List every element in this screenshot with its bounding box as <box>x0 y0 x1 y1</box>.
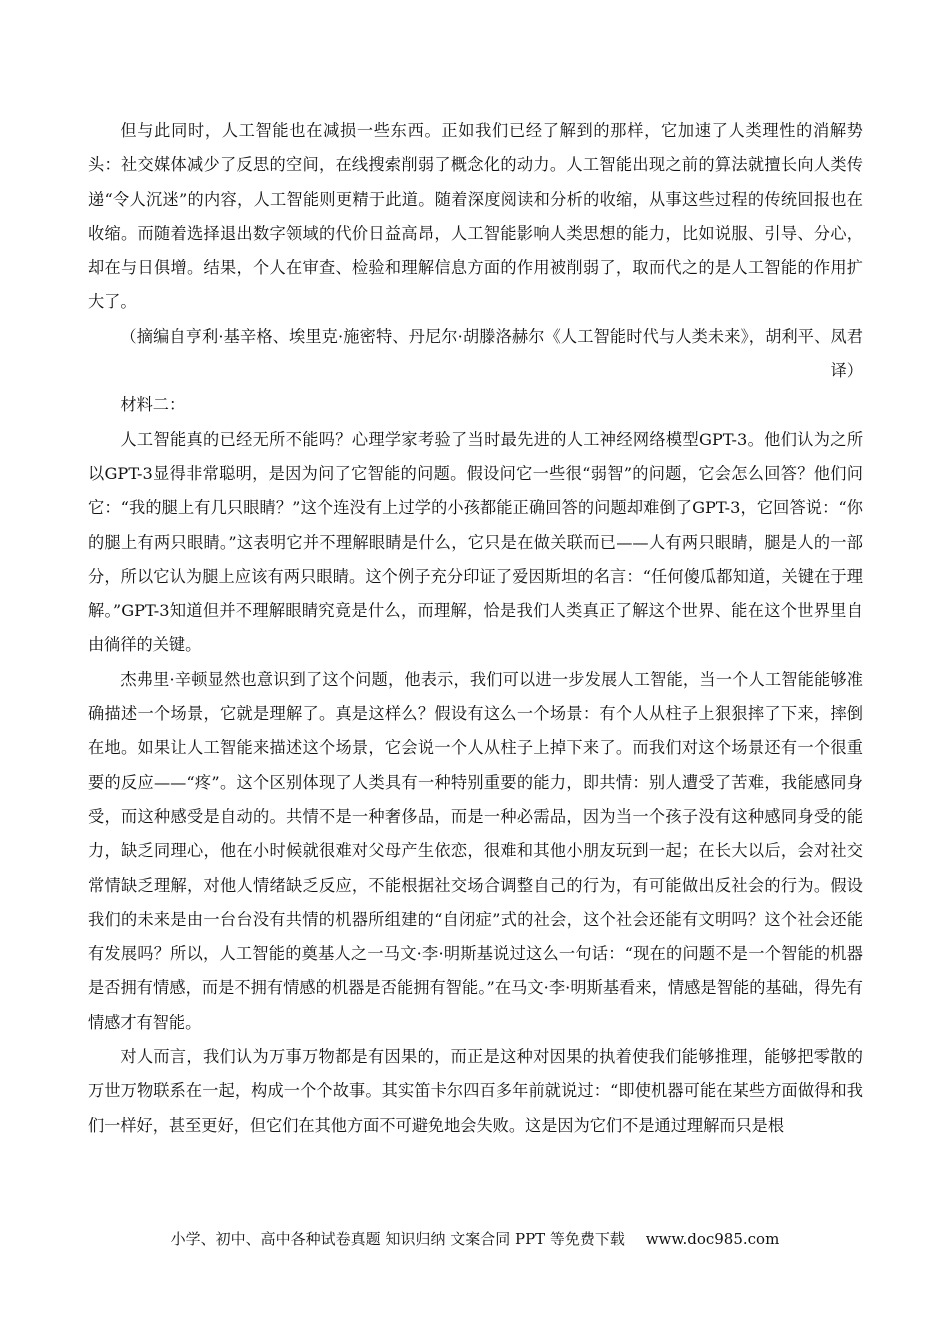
paragraph-gpt3: 人工智能真的已经无所不能吗？心理学家考验了当时最先进的人工神经网络模型GPT-3。他们认为之所以GPT-3显得非常聪明，是因为问了它智能的问题。假设问它一些很“弱智”的问题，它会怎么回答？他们问它：“我的腿上有几只眼睛？”这个连没有上过学的小孩都能正确回答的问题却难倒了GPT-3，它回答说：“你的腿上有两只眼睛。”这表明它并不理解眼睛是什么，它只是在做关联而已——人有两只眼睛，腿是人的一部分，所以它认为腿上应该有两只眼睛。这个例子充分印证了爱因斯坦的名言：“任何傻瓜都知道，关键在于理解。”GPT-3知道但并不理解眼睛究竟是什么，而理解，恰是我们人类真正了解这个世界、能在这个世界里自由徜徉的关键。 <box>88 429 863 655</box>
page-footer <box>0 1228 950 1249</box>
paragraph-empathy: 杰弗里·辛顿显然也意识到了这个问题，他表示，我们可以进一步发展人工智能，当一个人工智能能够准确描述一个场景，它就是理解了。真是这样么？假设有这么一个场景：有个人从柱子上狠狠摔了下来，摔倒在地。如果让人工智能来描述这个场景，它会说一个人从柱子上掉下来了。而我们对这个场景还有一个很重要的反应——“疼”。这个区别体现了人类具有一种特别重要的能力，即共情：别人遭受了苦难，我能感同身受，而这种感受是自动的。共情不是一种奢侈品，而是一种必需品，因为当一个孩子没有这种感同身受的能力，缺乏同理心，他在小时候就很难对父母产生依恋，很难和其他小朋友玩到一起；在长大以后，会对社交常情缺乏理解，对他人情绪缺乏反应，不能根据社交场合调整自己的行为，有可能做出反社会的行为。假设我们的未来是由一台台没有共情的机器所组建的“自闭症”式的社会，这个社会还能有文明吗？这个社会还能有发展吗？所以，人工智能的奠基人之一马文·李·明斯基说过这么一句话：“现在的问题不是一个智能的机器是否拥有情感，而是不拥有情感的机器是否能拥有智能。”在马文·李·明斯基看来，情感是智能的基础，得先有情感才有智能。 <box>88 669 863 1032</box>
paragraph-ai-erosion: 但与此同时，人工智能也在减损一些东西。正如我们已经了解到的那样，它加速了人类理性的消解势头：社交媒体减少了反思的空间，在线搜索削弱了概念化的动力。人工智能出现之前的算法就擅长向人类传递“令人沉迷”的内容，人工智能则更精于此道。随着深度阅读和分析的收缩，从事这些过程的传统回报也在收缩。而随着选择退出数字领域的代价日益高昂，人工智能影响人类思想的能力，比如说服、引导、分心，却在与日俱增。结果，个人在审查、检验和理解信息方面的作用被削弱了，取而代之的是人工智能的作用扩大了。 <box>88 121 863 312</box>
footer-url[interactable]: www.doc985.com <box>645 1230 780 1248</box>
source-citation: （摘编自亨利·基辛格、埃里克·施密特、丹尼尔·胡滕洛赫尔《人工智能时代与人类未来》，胡利平、凤君译） <box>120 326 863 381</box>
document-body <box>88 114 863 1143</box>
section-label: 材料二： <box>120 395 186 415</box>
paragraph-causality: 对人而言，我们认为万事万物都是有因果的，而正是这种对因果的执着使我们能够推理，能够把零散的万世万物联系在一起，构成一个个故事。其实笛卡尔四百多年前就说过：“即使机器可能在某些方面做得和我们一样好，甚至更好，但它们在其他方面不可避免地会失败。这是因为它们不是通过理解而只是根 <box>88 1047 863 1135</box>
footer-text: 小学、初中、高中各种试卷真题 知识归纳 文案合同 PPT 等免费下载 <box>170 1230 625 1248</box>
